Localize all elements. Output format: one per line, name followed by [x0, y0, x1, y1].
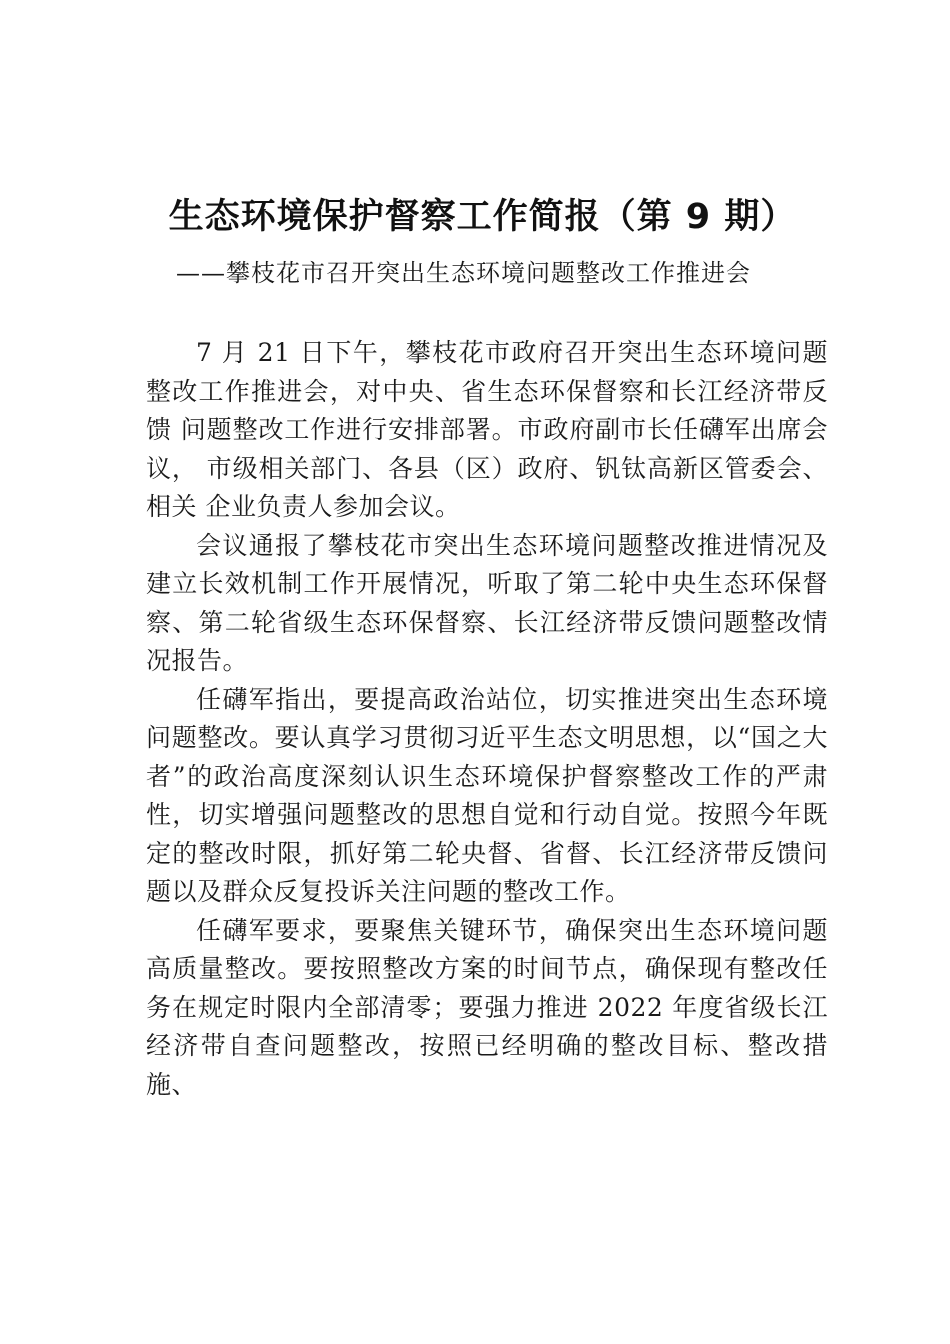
document-title: 生态环境保护督察工作简报（第 9 期） [168, 197, 797, 237]
document-subtitle: ——攀枝花市召开突出生态环境问题整改工作推进会 [176, 259, 751, 287]
paragraph: 会议通报了攀枝花市突出生态环境问题整改推进情况及建立长效机制工作开展情况，听取了第二轮中央生态环保督察、第二轮省级生态环保督察、长江经济带反馈问题整改情况报告。 [146, 530, 828, 675]
paragraph: 7 月 21 日下午，攀枝花市政府召开突出生态环境问题整改工作推进会，对中央、省生态环保督察和长江经济带反馈 问题整改工作进行安排部署。市政府副市长任礴军出席会议， 市级相关部门、各县（区）政府、钒钛高新区管委会、相关 企业负责人参加会议。 [146, 338, 828, 521]
document-body [146, 334, 828, 1104]
paragraph: 任礴军指出，要提高政治站位，切实推进突出生态环境问题整改。要认真学习贯彻习近平生态文明思想，以“国之大者”的政治高度深刻认识生态环境保护督察整改工作的严肃性，切实增强问题整改的思想自觉和行动自觉。按照今年既定的整改时限，抓好第二轮央督、省督、长江经济带反馈问题以及群众反复投诉关注问题的整改工作。 [146, 684, 828, 906]
paragraph: 任礴军要求，要聚焦关键环节，确保突出生态环境问题高质量整改。要按照整改方案的时间节点，确保现有整改任务在规定时限内全部清零；要强力推进 2022 年度省级长江经济带自查问题整改，按照已经明确的整改目标、整改措施、 [146, 915, 828, 1099]
